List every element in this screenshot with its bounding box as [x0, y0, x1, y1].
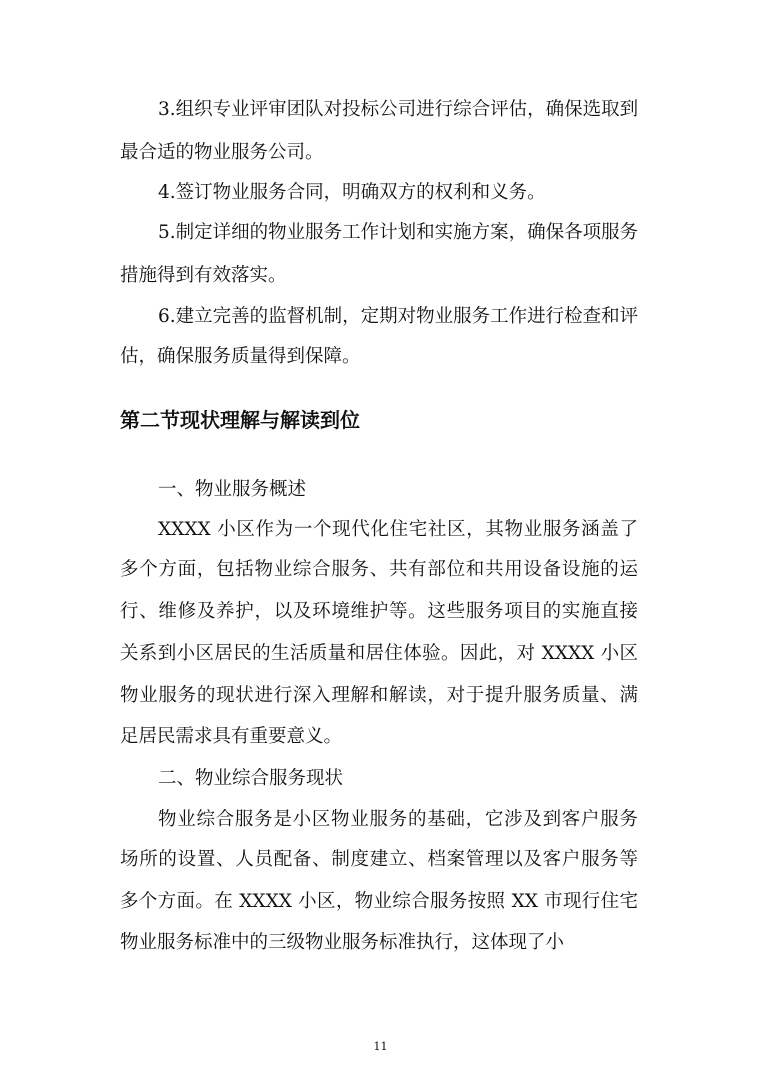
paragraph-line: 3.组织专业评审团队对投标公司进行综合评估，确保选取到: [158, 99, 639, 120]
paragraph-line: 估，确保服务质量得到保障。: [120, 346, 361, 367]
paragraph-line: 关系到小区居民的生活质量和居住体验。因此，对 XXXX 小区: [120, 643, 638, 664]
subsection-heading: 二、物业综合服务现状: [158, 768, 344, 789]
paragraph-line: 5.制定详细的物业服务工作计划和实施方案，确保各项服务: [158, 222, 639, 243]
paragraph-line: 足居民需求具有重要意义。: [120, 726, 343, 747]
paragraph-line: XXXX 小区作为一个现代化住宅社区，其物业服务涵盖了: [158, 519, 638, 540]
page-number: 11: [373, 1040, 388, 1053]
paragraph-line: 物业服务标准中的三级物业服务标准执行，这体现了小: [120, 932, 565, 953]
paragraph-line: 物业综合服务是小区物业服务的基础，它涉及到客户服务: [158, 809, 638, 830]
paragraph-line: 多个方面。在 XXXX 小区，物业综合服务按照 XX 市现行住宅: [120, 891, 638, 912]
paragraph-line: 多个方面，包括物业综合服务、共有部位和共用设备设施的运: [120, 559, 638, 580]
subsection-heading: 一、物业服务概述: [158, 479, 307, 500]
paragraph-line: 4.签订物业服务合同，明确双方的权利和义务。: [158, 182, 546, 203]
paragraph-line: 措施得到有效落实。: [120, 265, 287, 286]
paragraph-line: 物业服务的现状进行深入理解和解读，对于提升服务质量、满: [120, 685, 638, 706]
paragraph-line: 场所的设置、人员配备、制度建立、档案管理以及客户服务等: [120, 849, 638, 870]
paragraph-line: 6.建立完善的监督机制，定期对物业服务工作进行检查和评: [158, 306, 639, 327]
paragraph-line: 行、维修及养护，以及环境维护等。这些服务项目的实施直接: [120, 601, 638, 622]
paragraph-line: 最合适的物业服务公司。: [120, 142, 324, 163]
section-heading: 第二节现状理解与解读到位: [120, 408, 360, 432]
